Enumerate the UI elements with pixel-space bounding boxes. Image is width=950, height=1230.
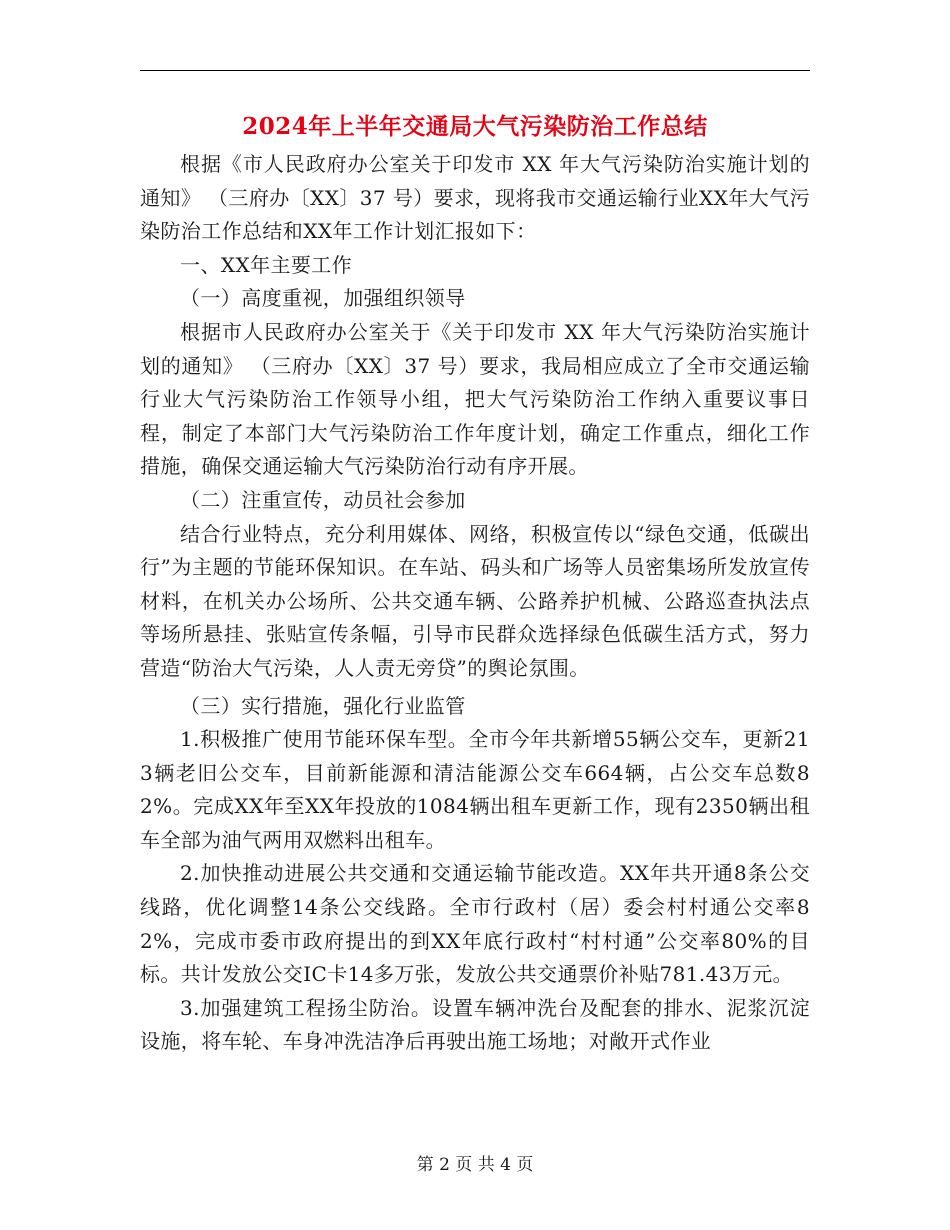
measure-paragraph-1: 1.积极推广使用节能环保车型。全市今年共新增55辆公交车，更新213辆老旧公交车，目前新能源和清洁能源公交车664辆，占公交车总数82%。完成XX年至XX年投放的1084辆出租车更新工作，现有2350辆出租车全部为油气两用双燃料出租车。 bbox=[140, 727, 810, 852]
header-rule bbox=[140, 70, 810, 71]
measure-paragraph-2: 2.加快推动进展公共交通和交通运输节能改造。XX年共开通8条公交线路，优化调整14条公交线路。全市行政村（居）委会村村通公交率82%，完成市委市政府提出的到XX年底行政村“村村通”公交率80%的目标。共计发放公交IC卡14多万张，发放公共交通票价补贴781.43万元。 bbox=[140, 861, 810, 987]
subsection-heading-1: （一）高度重视，加强组织领导 bbox=[180, 286, 466, 311]
document-title: 2024年上半年交通局大气污染防治工作总结 bbox=[242, 113, 708, 140]
measure-paragraph-3: 3.加强建筑工程扬尘防治。设置车辆冲洗台及配套的排水、泥浆沉淀设施，将车轮、车身冲洗洁净后再驶出施工场地；对敞开式作业 bbox=[140, 995, 810, 1054]
section-heading-main-work: 一、XX年主要工作 bbox=[180, 252, 353, 277]
subsection-heading-2: （二）注重宣传，动员社会参加 bbox=[180, 487, 466, 512]
subsection-heading-3: （三）实行措施，强化行业监管 bbox=[180, 693, 466, 718]
document-body bbox=[140, 148, 810, 1059]
page-footer: 第 2 页 共 4 页 bbox=[416, 1155, 534, 1175]
subsection-paragraph-1: 根据市人民政府办公室关于《关于印发市 XX 年大气污染防治实施计划的通知》 （三府办〔XX〕37 号）要求，我局相应成立了全市交通运输行业大气污染防治工作领导小组，把大气污染防治工作纳入重要议事日程，制定了本部门大气污染防治工作年度计划，确定工作重点，细化工作措施，确保交通运输大气污染防治行动有序开展。 bbox=[140, 319, 810, 479]
intro-paragraph: 根据《市人民政府办公室关于印发市 XX 年大气污染防治实施计划的通知》 （三府办〔XX〕37 号）要求，现将我市交通运输行业XX年大气污染防治工作总结和XX年工作计划汇报如下： bbox=[140, 152, 810, 244]
subsection-paragraph-2: 结合行业特点，充分利用媒体、网络，积极宣传以“绿色交通，低碳出行”为主题的节能环保知识。在车站、码头和广场等人员密集场所发放宣传材料，在机关办公场所、公共交通车辆、公路养护机械、公路巡查执法点等场所悬挂、张贴宣传条幅，引导市民群众选择绿色低碳生活方式，努力营造“防治大气污染，人人责无旁贷”的舆论氛围。 bbox=[140, 521, 810, 680]
